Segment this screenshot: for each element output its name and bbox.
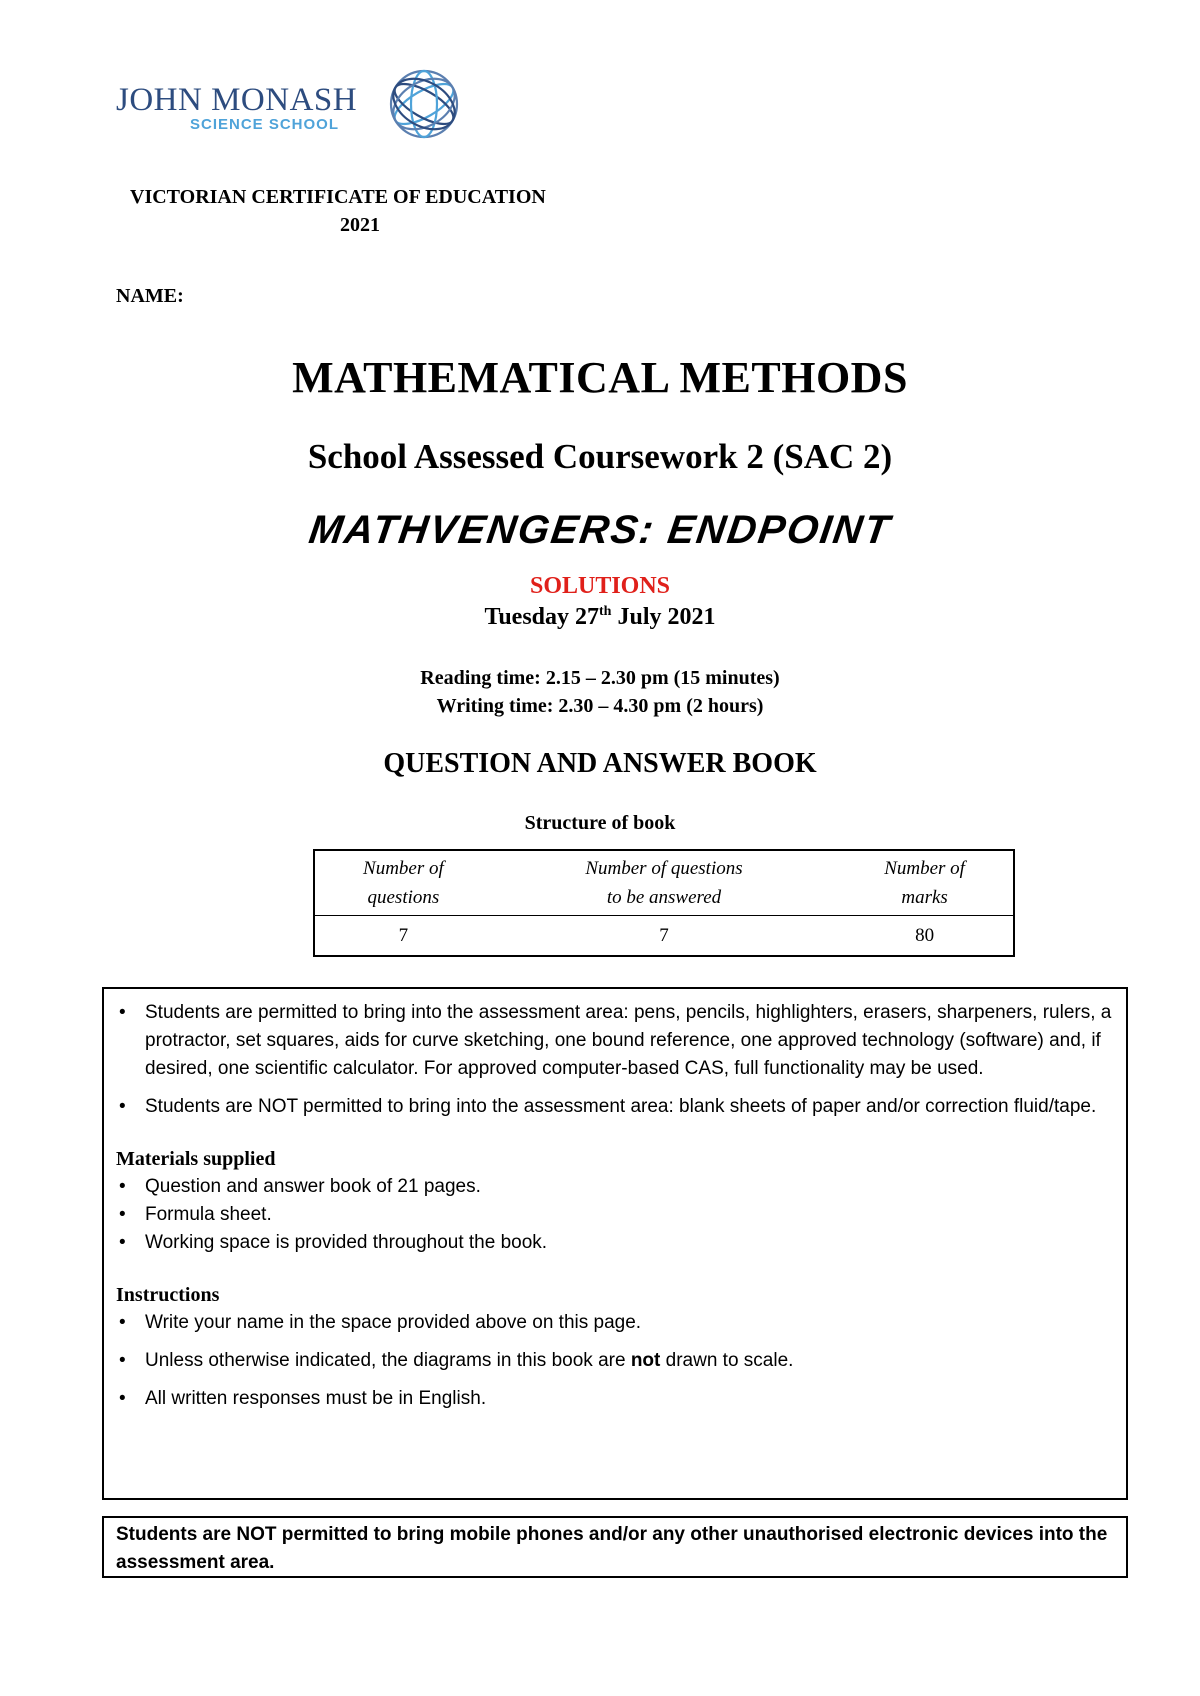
warning-box [102,1516,1128,1578]
list-item [116,1173,1114,1201]
sac-theme-title: MATHVENGERS: ENDPOINT [306,508,894,552]
bullet-icon: • [119,1002,126,1023]
logo-subtitle: SCIENCE SCHOOL [190,116,340,133]
list-item [116,1229,1114,1257]
rule-text: Students are NOT permitted to bring into the assessment area: blank sheets of paper and/or correction fluid/tape. [145,1096,1097,1117]
globe-icon [384,64,464,144]
instruction-text: All written responses must be in English. [145,1388,487,1409]
reading-time: Reading time: 2.15 – 2.30 pm (15 minutes) [420,667,780,689]
header-questions-answered [492,851,836,916]
date-rest: July 2021 [617,604,716,630]
header-num-questions [315,851,492,916]
school-logo [116,62,466,142]
rule-text: Students are permitted to bring into the assessment area: pens, pencils, highlighters, erasers, sharpeners, rulers, a protractor, set squares, aids for curve sketching, one bound reference, one approved technology (software) and, if desired, one scientific calculator. For approved computer-based CAS, full functionality may be used. [145,1002,1112,1079]
instruction-text: Write your name in the space provided above on this page. [145,1312,642,1333]
page-title: MATHEMATICAL METHODS [292,353,908,402]
materials-list [116,1173,1114,1257]
structure-table [313,849,1015,957]
list-item [116,1201,1114,1229]
list-item [116,1093,1114,1121]
header-num-marks [836,851,1013,916]
bullet-icon: • [119,1176,126,1197]
material-text: Formula sheet. [145,1204,272,1225]
list-item [116,1347,1114,1375]
date-suffix: th [599,604,612,619]
list-item [116,1385,1114,1413]
certificate-heading: VICTORIAN CERTIFICATE OF EDUCATION [130,186,546,208]
header-line: questions [367,887,440,908]
rules-list [116,999,1114,1121]
materials-heading: Materials supplied [116,1148,276,1170]
bullet-icon: • [119,1204,126,1225]
structure-title: Structure of book [524,812,676,834]
header-line: to be answered [606,887,722,908]
value-questions-answered: 7 [659,924,669,946]
value-num-questions: 7 [398,924,409,946]
bullet-icon: • [119,1096,126,1117]
header-line: Number of questions [585,858,743,879]
writing-time: Writing time: 2.30 – 4.30 pm (2 hours) [436,695,764,717]
list-item [116,1309,1114,1337]
name-label: NAME: [116,285,184,307]
instruction-text-post: drawn to scale. [660,1350,794,1371]
bullet-icon: • [119,1388,126,1409]
material-text: Question and answer book of 21 pages. [145,1176,481,1197]
bullet-icon: • [119,1350,126,1371]
solutions-label: SOLUTIONS [529,573,671,599]
year-heading: 2021 [340,214,380,236]
logo-name: JOHN MONASH [116,82,358,118]
table-header-row [315,851,1013,916]
bullet-icon: • [119,1312,126,1333]
instruction-text-pre: Unless otherwise indicated, the diagrams in this book are [145,1350,631,1371]
instruction-text-bold: not [630,1350,661,1371]
bullet-icon: • [119,1232,126,1253]
list-item [116,999,1114,1083]
table-row [315,916,1013,956]
instructions-heading: Instructions [116,1284,220,1306]
exam-date [0,604,1200,631]
header-line: Number of [363,858,444,879]
value-num-marks: 80 [915,924,935,946]
warning-text: Students are NOT permitted to bring mobile phones and/or any other unauthorised electronic devices into the assessment area. [116,1524,1108,1573]
instructions-list [116,1309,1114,1413]
header-line: marks [901,887,948,908]
header-line: Number of [884,858,965,879]
instructions-box [102,987,1128,1500]
date-day: Tuesday 27 [484,604,600,630]
material-text: Working space is provided throughout the book. [145,1232,548,1253]
book-title: QUESTION AND ANSWER BOOK [383,748,817,779]
page-subtitle: School Assessed Coursework 2 (SAC 2) [307,437,893,476]
